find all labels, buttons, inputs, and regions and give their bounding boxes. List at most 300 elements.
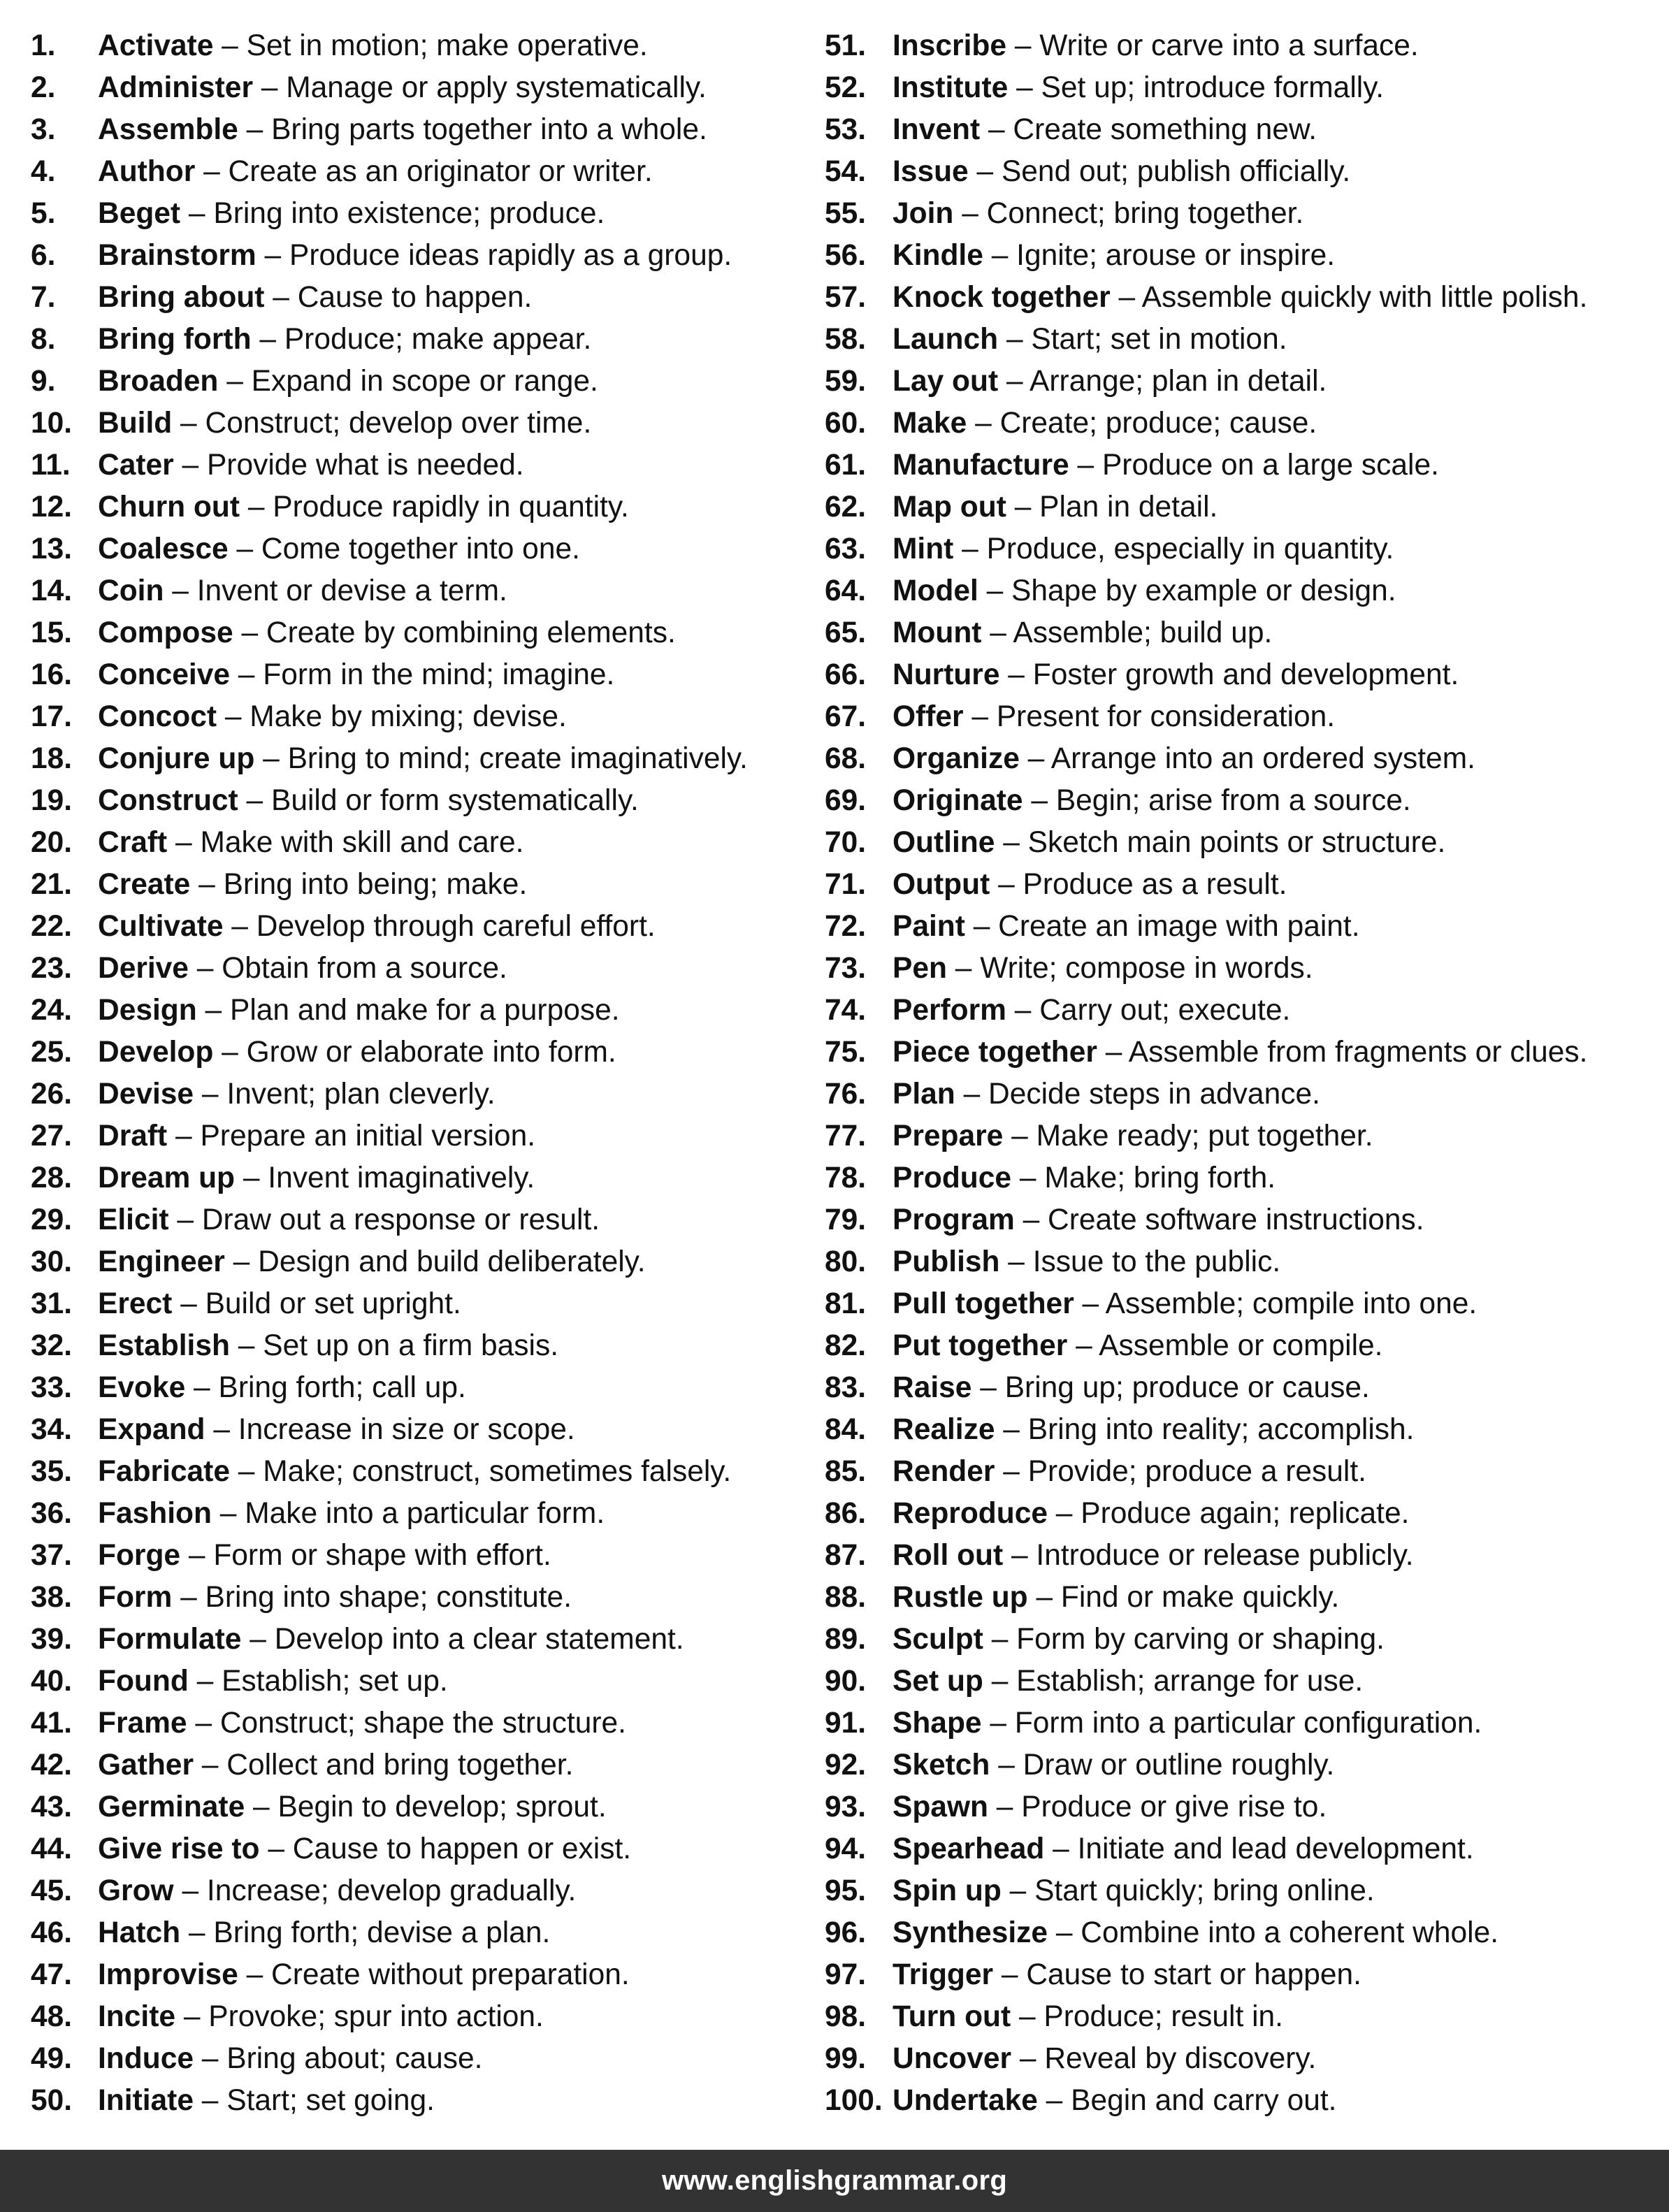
item-term: Erect <box>98 1287 173 1320</box>
list-item <box>825 1409 1663 1451</box>
item-definition: Manage or apply systematically. <box>286 71 707 104</box>
item-number: 86. <box>825 1497 867 1530</box>
item-definition: Bring forth; call up. <box>218 1371 466 1404</box>
item-number: 8. <box>31 323 56 356</box>
item-term: Cater <box>98 449 174 482</box>
item-number: 50. <box>31 2084 73 2117</box>
list-item <box>31 444 807 486</box>
item-separator: – <box>1008 658 1025 691</box>
item-term: Outline <box>893 826 995 859</box>
item-separator: – <box>980 1371 997 1404</box>
list-item <box>31 1199 807 1241</box>
list-item <box>31 151 807 193</box>
list-item <box>31 1870 807 1912</box>
item-definition: Begin and carry out. <box>1071 2084 1337 2117</box>
item-definition: Cause to happen. <box>297 281 533 314</box>
item-number: 32. <box>31 1329 73 1362</box>
list-item <box>825 822 1663 864</box>
item-term: Induce <box>98 2042 194 2075</box>
list-item <box>31 1954 807 1996</box>
item-number: 84. <box>825 1413 867 1446</box>
item-term: Inscribe <box>893 29 1006 62</box>
item-separator: – <box>222 29 238 62</box>
item-definition: Invent; plan cleverly. <box>226 1078 496 1111</box>
item-definition: Prepare an initial version. <box>200 1120 536 1152</box>
item-term: Roll out <box>893 1539 1004 1572</box>
item-separator: – <box>180 1287 197 1320</box>
item-separator: – <box>990 1707 1006 1740</box>
item-separator: – <box>246 1958 263 1991</box>
list-item <box>31 1786 807 1828</box>
list-item <box>825 1786 1663 1828</box>
item-definition: Invent or devise a term. <box>196 574 507 607</box>
item-definition: Invent imaginatively. <box>268 1162 535 1194</box>
item-number: 41. <box>31 1707 73 1740</box>
list-item <box>825 235 1663 277</box>
list-item <box>31 1703 807 1744</box>
item-number: 11. <box>31 449 71 482</box>
item-definition: Assemble; build up. <box>1013 616 1273 649</box>
list-item <box>31 1828 807 1870</box>
item-separator: – <box>971 700 988 733</box>
item-term: Organize <box>893 742 1020 775</box>
item-separator: – <box>246 784 263 817</box>
list-item <box>825 361 1663 403</box>
list-item <box>31 1241 807 1283</box>
item-definition: Develop through careful effort. <box>256 910 656 943</box>
item-definition: Set in motion; make operative. <box>246 29 648 62</box>
item-definition: Build or form systematically. <box>270 784 639 817</box>
item-separator: – <box>236 533 254 565</box>
item-term: Broaden <box>98 365 219 398</box>
item-term: Trigger <box>893 1958 994 1991</box>
item-definition: Create as an originator or writer. <box>228 155 653 188</box>
item-definition: Present for consideration. <box>996 700 1336 733</box>
item-definition: Reveal by discovery. <box>1044 2042 1317 2075</box>
item-term: Realize <box>893 1413 995 1446</box>
item-definition: Sketch main points or structure. <box>1027 826 1446 859</box>
list-item <box>31 1157 807 1199</box>
item-definition: Form in the mind; imagine. <box>263 658 615 691</box>
item-term: Model <box>893 574 978 607</box>
item-definition: Make ready; put together. <box>1036 1120 1373 1152</box>
item-term: Evoke <box>98 1371 186 1404</box>
item-term: Publish <box>893 1245 1000 1278</box>
item-separator: – <box>188 197 205 230</box>
list-item <box>31 1451 807 1493</box>
item-number: 42. <box>31 1749 73 1781</box>
item-separator: – <box>996 1791 1013 1823</box>
item-term: Conjure up <box>98 742 255 775</box>
item-term: Pen <box>893 952 947 985</box>
list-item <box>31 948 807 990</box>
item-number: 77. <box>825 1120 867 1152</box>
item-number: 5. <box>31 197 56 230</box>
item-term: Rustle up <box>893 1581 1028 1614</box>
item-number: 82. <box>825 1329 867 1362</box>
item-number: 61. <box>825 449 867 482</box>
item-separator: – <box>182 1874 199 1907</box>
list-item <box>31 612 807 654</box>
item-separator: – <box>973 910 990 943</box>
list-item <box>31 67 807 109</box>
item-definition: Find or make quickly. <box>1060 1581 1340 1614</box>
item-number: 3. <box>31 113 56 146</box>
item-separator: – <box>1019 2042 1036 2075</box>
word-list-column-left <box>31 25 807 2122</box>
item-definition: Issue to the public. <box>1032 1245 1281 1278</box>
footer-bar <box>0 2150 1669 2212</box>
item-definition: Bring into reality; accomplish. <box>1027 1413 1415 1446</box>
item-term: Brainstorm <box>98 239 257 272</box>
item-number: 75. <box>825 1036 867 1069</box>
item-number: 51. <box>825 29 867 62</box>
item-definition: Plan in detail. <box>1039 491 1218 523</box>
item-term: Lay out <box>893 365 999 398</box>
item-number: 57. <box>825 281 867 314</box>
item-term: Put together <box>893 1329 1068 1362</box>
item-separator: – <box>250 1623 266 1656</box>
item-separator: – <box>1003 1413 1020 1446</box>
item-term: Spin up <box>893 1874 1002 1907</box>
item-number: 44. <box>31 1833 73 1865</box>
item-term: Offer <box>893 700 964 733</box>
list-item <box>825 277 1663 319</box>
item-number: 24. <box>31 994 73 1027</box>
item-term: Expand <box>98 1413 205 1446</box>
item-definition: Form by carving or shaping. <box>1016 1623 1385 1656</box>
item-separator: – <box>1023 1203 1040 1236</box>
item-separator: – <box>1046 2084 1063 2117</box>
list-item <box>31 1996 807 2038</box>
item-term: Join <box>893 197 954 230</box>
list-item <box>31 864 807 906</box>
item-definition: Provide; produce a result. <box>1027 1455 1366 1488</box>
item-term: Devise <box>98 1078 194 1111</box>
item-separator: – <box>224 700 242 733</box>
item-number: 27. <box>31 1120 73 1152</box>
item-number: 69. <box>825 784 867 817</box>
item-separator: – <box>998 868 1015 901</box>
item-separator: – <box>177 1203 194 1236</box>
item-separator: – <box>172 574 189 607</box>
item-definition: Create software instructions. <box>1048 1203 1424 1236</box>
item-number: 95. <box>825 1874 867 1907</box>
item-number: 97. <box>825 1958 867 1991</box>
item-number: 36. <box>31 1497 73 1530</box>
item-term: Construct <box>98 784 238 817</box>
list-item <box>825 444 1663 486</box>
item-definition: Begin; arise from a source. <box>1055 784 1411 817</box>
list-item <box>825 990 1663 1032</box>
item-separator: – <box>201 2084 219 2117</box>
item-term: Derive <box>98 952 189 985</box>
item-definition: Start quickly; bring online. <box>1034 1874 1375 1907</box>
list-item <box>31 361 807 403</box>
list-item <box>31 25 807 67</box>
item-term: Plan <box>893 1078 955 1111</box>
item-separator: – <box>1118 281 1136 314</box>
list-item <box>825 319 1663 361</box>
item-term: Form <box>98 1581 173 1614</box>
item-definition: Draw out a response or result. <box>201 1203 600 1236</box>
item-separator: – <box>1018 2000 1036 2033</box>
item-definition: Combine into a coherent whole. <box>1081 1916 1499 1949</box>
item-separator: – <box>201 1749 219 1781</box>
list-item <box>31 277 807 319</box>
item-number: 59. <box>825 365 867 398</box>
item-definition: Establish; set up. <box>222 1665 448 1698</box>
item-number: 29. <box>31 1203 73 1236</box>
list-item <box>825 1870 1663 1912</box>
item-separator: – <box>1008 1245 1025 1278</box>
item-definition: Expand in scope or range. <box>251 365 598 398</box>
list-item <box>825 1367 1663 1409</box>
item-term: Issue <box>893 155 969 188</box>
item-definition: Provide what is needed. <box>206 449 524 482</box>
item-separator: – <box>226 365 243 398</box>
item-term: Uncover <box>893 2042 1012 2075</box>
item-definition: Produce; make appear. <box>284 323 592 356</box>
item-definition: Cause to start or happen. <box>1026 1958 1361 1991</box>
item-definition: Ignite; arouse or inspire. <box>1016 239 1336 272</box>
item-term: Forge <box>98 1539 181 1572</box>
item-term: Coalesce <box>98 533 229 565</box>
item-separator: – <box>196 1665 214 1698</box>
item-definition: Write or carve into a surface. <box>1039 29 1419 62</box>
list-item <box>31 1283 807 1325</box>
item-separator: – <box>201 2042 219 2075</box>
list-item <box>825 2080 1663 2122</box>
item-term: Mint <box>893 533 954 565</box>
item-definition: Write; compose in words. <box>980 952 1313 985</box>
item-number: 85. <box>825 1455 867 1488</box>
item-term: Piece together <box>893 1036 1097 1069</box>
item-definition: Produce ideas rapidly as a group. <box>289 239 732 272</box>
item-definition: Increase in size or scope. <box>238 1413 575 1446</box>
item-number: 23. <box>31 952 73 985</box>
item-separator: – <box>222 1036 238 1069</box>
item-term: Found <box>98 1665 189 1698</box>
item-definition: Bring to mind; create imaginatively. <box>287 742 748 775</box>
item-term: Concoct <box>98 700 217 733</box>
list-item <box>825 1074 1663 1115</box>
item-separator: – <box>243 1162 260 1194</box>
item-number: 74. <box>825 994 867 1027</box>
item-definition: Form or shape with effort. <box>213 1539 551 1572</box>
item-separator: – <box>1016 71 1033 104</box>
item-number: 35. <box>31 1455 73 1488</box>
item-separator: – <box>213 1413 230 1446</box>
list-item <box>31 1661 807 1703</box>
item-number: 76. <box>825 1078 867 1111</box>
item-definition: Foster growth and development. <box>1032 658 1459 691</box>
item-term: Build <box>98 407 173 440</box>
item-separator: – <box>1014 491 1032 523</box>
item-number: 68. <box>825 742 867 775</box>
item-term: Spearhead <box>893 1833 1045 1865</box>
item-term: Design <box>98 994 197 1027</box>
item-definition: Bring parts together into a whole. <box>271 113 707 146</box>
item-term: Germinate <box>98 1791 245 1823</box>
item-term: Make <box>893 407 967 440</box>
list-item <box>825 1451 1663 1493</box>
item-separator: – <box>988 113 1005 146</box>
list-item <box>31 2080 807 2122</box>
item-definition: Decide steps in advance. <box>988 1078 1320 1111</box>
list-item <box>31 780 807 822</box>
list-item <box>825 570 1663 612</box>
item-separator: – <box>991 239 1009 272</box>
item-definition: Construct; shape the structure. <box>219 1707 626 1740</box>
item-term: Shape <box>893 1707 982 1740</box>
item-definition: Start; set in motion. <box>1031 323 1287 356</box>
item-separator: – <box>201 1078 219 1111</box>
list-item <box>31 1367 807 1409</box>
item-number: 43. <box>31 1791 73 1823</box>
item-definition: Bring into shape; constitute. <box>205 1581 572 1614</box>
item-definition: Make by mixing; devise. <box>250 700 567 733</box>
item-separator: – <box>976 155 994 188</box>
item-term: Prepare <box>893 1120 1004 1152</box>
item-term: Dream up <box>98 1162 236 1194</box>
item-term: Fashion <box>98 1497 212 1530</box>
item-term: Spawn <box>893 1791 988 1823</box>
item-separator: – <box>231 910 248 943</box>
item-definition: Obtain from a source. <box>222 952 507 985</box>
footer-url: www.englishgrammar.org <box>661 2165 1008 2196</box>
item-definition: Build or set upright. <box>205 1287 461 1320</box>
list-item <box>825 109 1663 151</box>
item-number: 28. <box>31 1162 73 1194</box>
item-term: Paint <box>893 910 965 943</box>
list-item <box>31 1409 807 1451</box>
item-definition: Bring about; cause. <box>226 2042 483 2075</box>
item-separator: – <box>233 1245 250 1278</box>
item-term: Bring forth <box>98 323 252 356</box>
item-separator: – <box>263 742 280 775</box>
item-number: 38. <box>31 1581 73 1614</box>
item-number: 22. <box>31 910 73 943</box>
item-number: 12. <box>31 491 73 523</box>
item-separator: – <box>962 533 978 565</box>
item-term: Program <box>893 1203 1015 1236</box>
list-item <box>825 1493 1663 1535</box>
item-separator: – <box>1055 1497 1073 1530</box>
item-number: 52. <box>825 71 867 104</box>
item-term: Pull together <box>893 1287 1074 1320</box>
item-separator: – <box>1019 1162 1036 1194</box>
item-term: Bring about <box>98 281 265 314</box>
item-number: 96. <box>825 1916 867 1949</box>
list-item <box>31 1535 807 1577</box>
item-definition: Arrange; plan in detail. <box>1029 365 1327 398</box>
item-definition: Establish; arrange for use. <box>1016 1665 1364 1698</box>
item-definition: Bring into being; make. <box>223 868 528 901</box>
item-term: Improvise <box>98 1958 238 1991</box>
item-definition: Create something new. <box>1013 113 1317 146</box>
list-item <box>31 2038 807 2080</box>
list-item <box>825 1241 1663 1283</box>
item-separator: – <box>238 1455 255 1488</box>
item-separator: – <box>1006 323 1023 356</box>
item-definition: Assemble from fragments or clues. <box>1128 1036 1588 1069</box>
item-separator: – <box>238 658 255 691</box>
item-term: Output <box>893 868 990 901</box>
item-definition: Initiate and lead development. <box>1077 1833 1474 1865</box>
item-number: 31. <box>31 1287 73 1320</box>
item-term: Establish <box>98 1329 230 1362</box>
list-item <box>825 528 1663 570</box>
list-item <box>825 1661 1663 1703</box>
item-term: Reproduce <box>893 1497 1048 1530</box>
item-definition: Produce as a result. <box>1023 868 1287 901</box>
list-item <box>31 738 807 780</box>
item-number: 89. <box>825 1623 867 1656</box>
item-number: 79. <box>825 1203 867 1236</box>
item-separator: – <box>175 1120 192 1152</box>
list-item <box>825 612 1663 654</box>
item-term: Draft <box>98 1120 168 1152</box>
item-number: 58. <box>825 323 867 356</box>
item-number: 45. <box>31 1874 73 1907</box>
item-definition: Draw or outline roughly. <box>1023 1749 1335 1781</box>
list-item <box>31 1493 807 1535</box>
item-number: 17. <box>31 700 73 733</box>
item-definition: Come together into one. <box>261 533 580 565</box>
list-item <box>31 654 807 696</box>
item-definition: Carry out; execute. <box>1039 994 1291 1027</box>
item-number: 46. <box>31 1916 73 1949</box>
list-item <box>825 906 1663 948</box>
list-item <box>31 235 807 277</box>
item-number: 80. <box>825 1245 867 1278</box>
list-item <box>825 696 1663 738</box>
item-number: 56. <box>825 239 867 272</box>
item-term: Initiate <box>98 2084 194 2117</box>
item-definition: Bring forth; devise a plan. <box>213 1916 551 1949</box>
item-separator: – <box>1082 1287 1099 1320</box>
item-definition: Create by combining elements. <box>266 616 676 649</box>
list-item <box>31 1577 807 1619</box>
item-separator: – <box>194 1371 210 1404</box>
item-separator: – <box>247 491 265 523</box>
item-number: 70. <box>825 826 867 859</box>
item-definition: Create an image with paint. <box>998 910 1360 943</box>
item-separator: – <box>238 1329 255 1362</box>
item-number: 34. <box>31 1413 73 1446</box>
list-item <box>825 1744 1663 1786</box>
item-separator: – <box>195 1707 212 1740</box>
item-number: 25. <box>31 1036 73 1069</box>
item-separator: – <box>1011 1120 1028 1152</box>
item-definition: Bring up; produce or cause. <box>1004 1371 1370 1404</box>
item-number: 94. <box>825 1833 867 1865</box>
item-separator: – <box>259 323 276 356</box>
item-number: 13. <box>31 533 73 565</box>
list-item <box>825 2038 1663 2080</box>
item-number: 60. <box>825 407 867 440</box>
item-definition: Grow or elaborate into form. <box>246 1036 616 1069</box>
list-item <box>825 1535 1663 1577</box>
item-definition: Cause to happen or exist. <box>292 1833 632 1865</box>
item-term: Map out <box>893 491 1006 523</box>
item-term: Mount <box>893 616 982 649</box>
item-term: Elicit <box>98 1203 169 1236</box>
item-separator: – <box>1077 449 1094 482</box>
list-item <box>31 1074 807 1115</box>
item-separator: – <box>261 71 278 104</box>
